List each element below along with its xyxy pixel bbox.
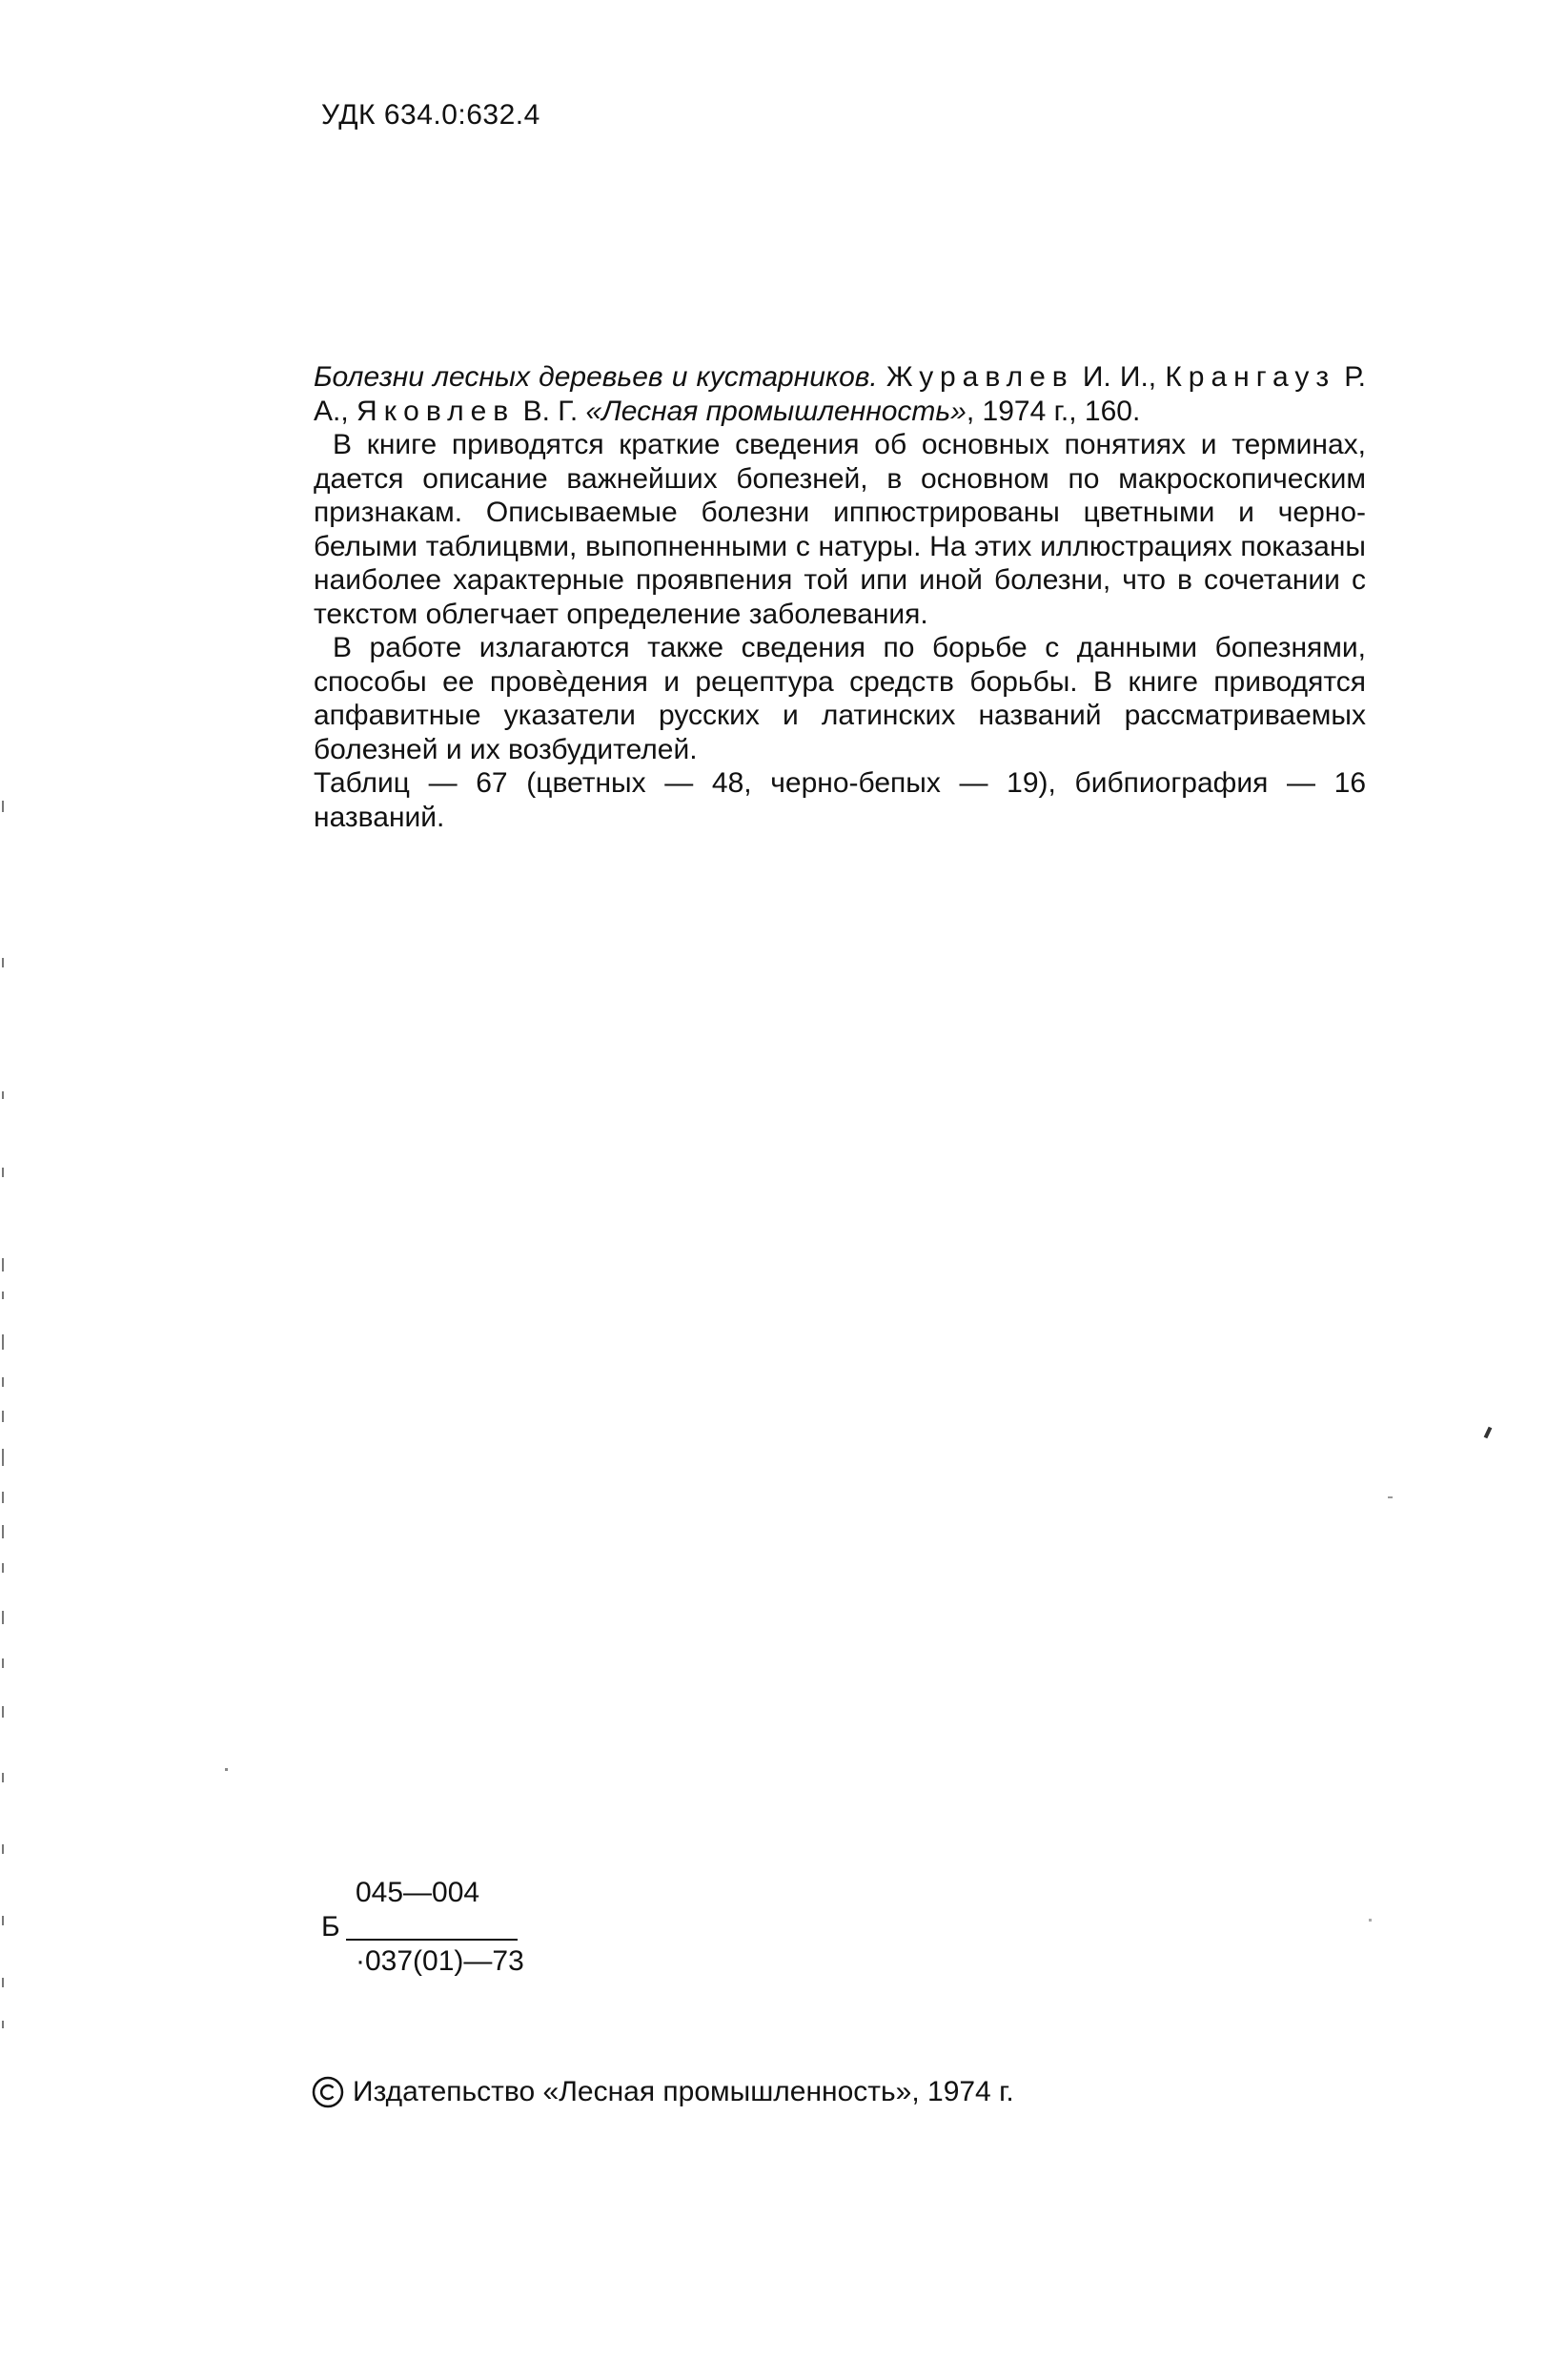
copyright-icon — [312, 2076, 344, 2108]
abstract-paragraph: В работе излагаются также сведения по борьбе с данными бопезнями, способы ее провѐдения и рецептура средств борьбы. В книге приводятся апфавитные указатели русских и латинских названий рассматриваемых болезней и их возбудителей. — [314, 632, 1366, 765]
index-letter: Б — [321, 1911, 340, 1943]
scan-speck — [225, 1768, 228, 1771]
scan-speck — [1388, 1496, 1393, 1498]
author-name: Крангауз — [1165, 361, 1336, 393]
bibliographic-entry — [314, 360, 1366, 428]
index-fraction-rule — [346, 1939, 518, 1941]
scan-edge-marks — [0, 0, 11, 2380]
copyright-text: Издатепьство «Лесная промышленность», 1974 г. — [353, 2076, 1014, 2107]
publication-details: , 1974 г., 160. — [966, 395, 1141, 427]
abstract-paragraph: В книге приводятся краткие сведения об основных понятиях и терминах, дается описание важнейших бопезней, в основном по макроскопическим признакам. Описываемые болезни иппюстрированы цветными и черно-белыми таблицвми, выпопненными с натуры. На этих иллюстрациях показаны наиболее характерные проявпения той ипи иной болезни, что в сочетании с текстом облегчает определение заболевания. — [314, 429, 1366, 630]
author-initials: Р. А., — [314, 361, 1366, 427]
publisher-name: «Лесная промышленность» — [585, 395, 967, 427]
scan-speck — [1369, 1919, 1372, 1922]
book-title: Болезни лесных деревьев и кустарников. — [314, 361, 878, 393]
bibliographic-abstract — [314, 360, 1366, 834]
author-initials: В. Г. — [522, 395, 579, 427]
scan-speck — [1484, 1427, 1493, 1439]
author-name: Яковлев — [356, 395, 516, 427]
index-denominator: ·037(01)—73 — [356, 1945, 524, 1977]
udk-code: УДК 634.0:632.4 — [321, 99, 540, 131]
index-numerator: 045—004 — [356, 1877, 480, 1908]
copyright-line — [312, 2076, 1014, 2108]
author-initials: И. И., — [1082, 361, 1157, 393]
author-name: Журавлев — [885, 361, 1074, 393]
tables-note: Таблиц — 67 (цветных — 48, черно-бепых — 19), бибпиография — 16 названий. — [314, 767, 1366, 833]
